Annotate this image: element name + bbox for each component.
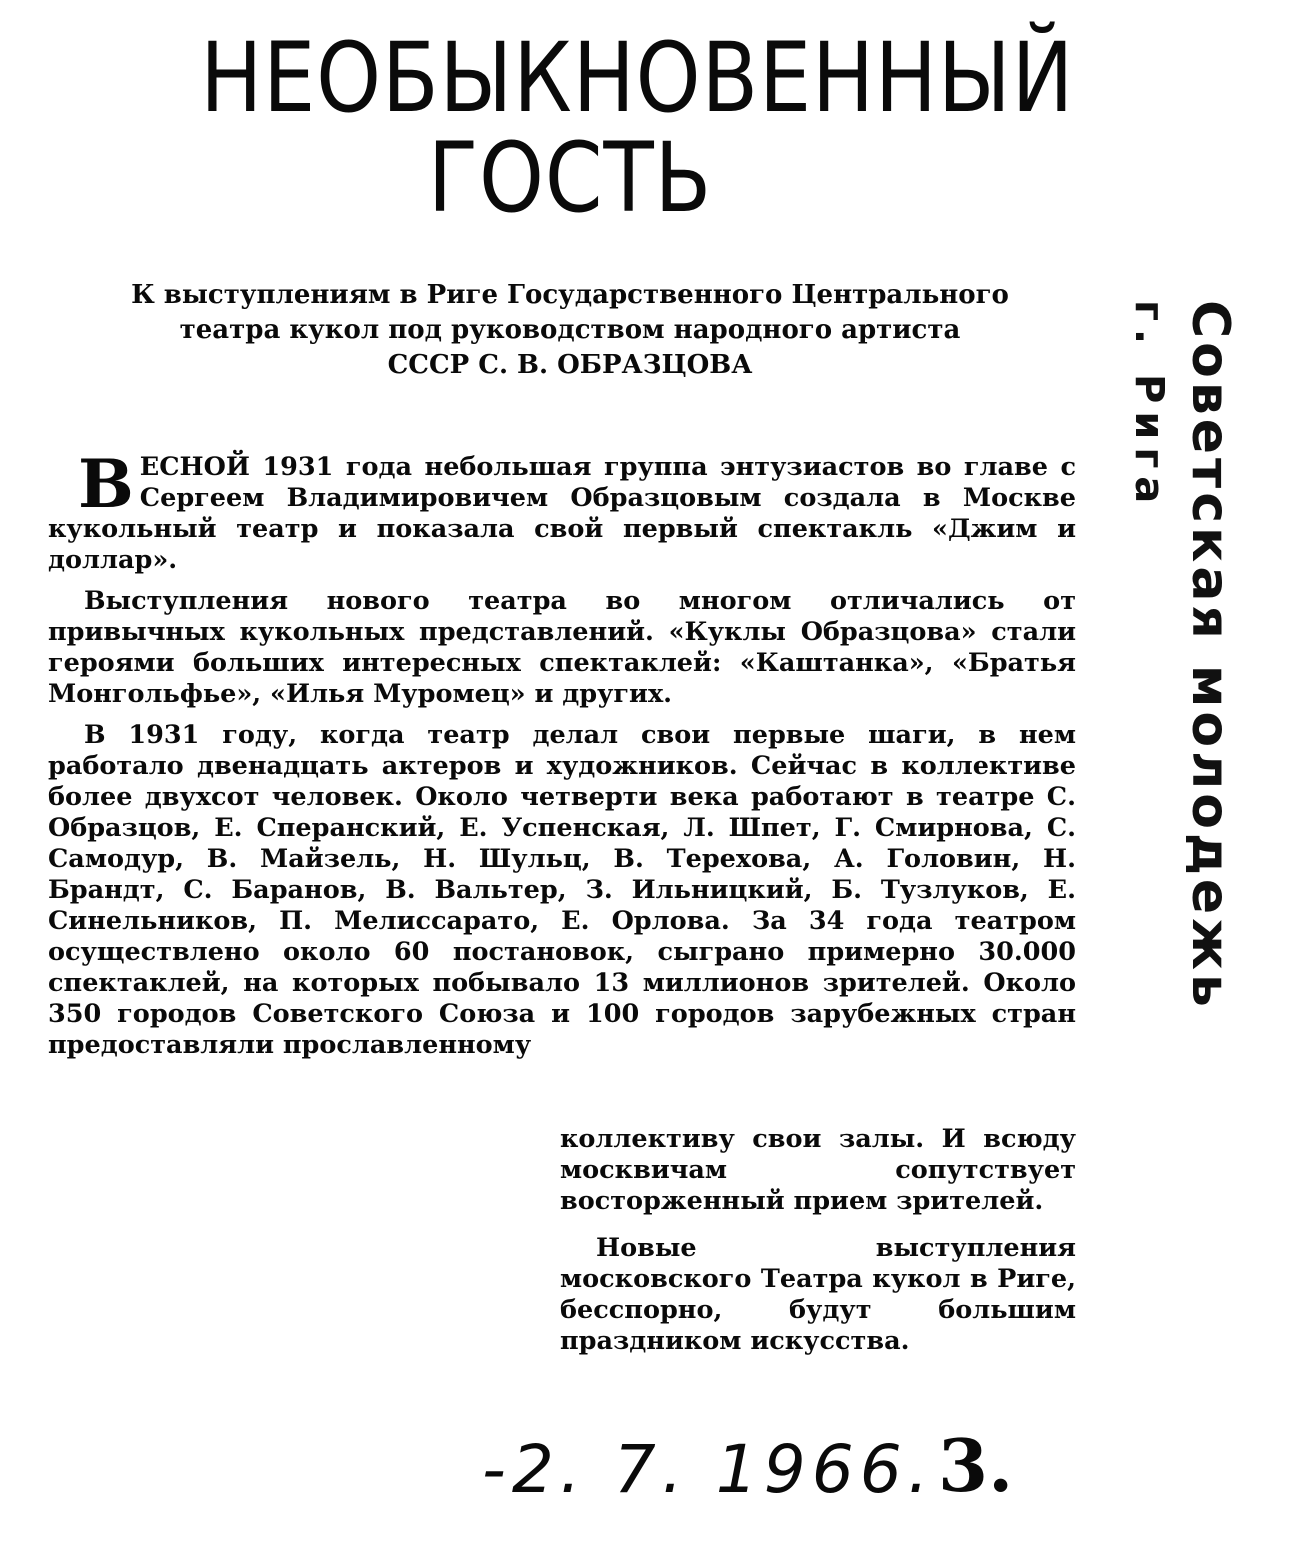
subtitle-line-1: К выступлениям в Риге Государственного Центрального: [131, 280, 1009, 310]
paragraph-1-text: ЕСНОЙ 1931 года небольшая группа энтузиастов во главе с Сергеем Владимировичем Образцовым создала в Москве кукольный театр и показала свой первый спектакль «Джим и доллар».: [48, 452, 1076, 575]
subtitle-line-2: театра кукол под руководством народного артиста: [179, 315, 961, 345]
headline: [200, 22, 1075, 234]
headline-line-2: ГОСТЬ: [427, 122, 713, 234]
article-narrow-column: [560, 1124, 1076, 1357]
paragraph-2: Выступления нового театра во многом отличались от привычных кукольных представлений. «Куклы Образцова» стали героями больших интересных спектаклей: «Каштанка», «Братья Монгольфье», «Илья Муромец» и других.: [48, 586, 1076, 709]
article-body: [48, 445, 1076, 1071]
handwritten-date: -2. 7. 1966.: [482, 1431, 935, 1508]
paragraph-1: [48, 445, 1076, 576]
newspaper-stamp: [1090, 300, 1240, 1011]
stamp-city: г. Рига: [1126, 300, 1172, 512]
paragraph-3-tail: коллективу свои залы. И всюду москвичам сопутствует восторженный прием зрителей.: [560, 1124, 1076, 1216]
stamp-newspaper-name: Советская молодежь: [1180, 300, 1240, 1011]
subtitle: [70, 278, 1070, 383]
paragraph-4: Новые выступления московского Театра кукол в Риге, бесспорно, будут большим праздником искусства.: [560, 1233, 1076, 1356]
headline-line-1: НЕОБЫКНОВЕННЫЙ: [200, 22, 1075, 134]
subtitle-line-3: СССР С. В. ОБРАЗЦОВА: [387, 350, 753, 380]
paragraph-3: В 1931 году, когда театр делал свои первые шаги, в нем работало двенадцать актеров и художников. Сейчас в коллективе более двухсот человек. Около четверти века работают в театре С. Образцов, Е. Сперанский, Е. Успенская, Л. Шпет, Г. Смирнова, С. Самодур, В. Майзель, Н. Шульц, В. Терехова, А. Головин, Н. Брандт, С. Баранов, В. Вальтер, З. Ильницкий, Б. Тузлуков, Е. Синельников, П. Мелиссарато, Е. Орлова. За 34 года театром осуществлено около 60 постановок, сыграно примерно 30.000 спектаклей, на которых побывало 13 миллионов зрителей. Около 350 городов Советского Союза и 100 городов зарубежных стран предоставляли прославленному: [48, 720, 1076, 1060]
drop-cap: В: [78, 445, 134, 523]
page-number: 3.: [938, 1423, 1014, 1508]
